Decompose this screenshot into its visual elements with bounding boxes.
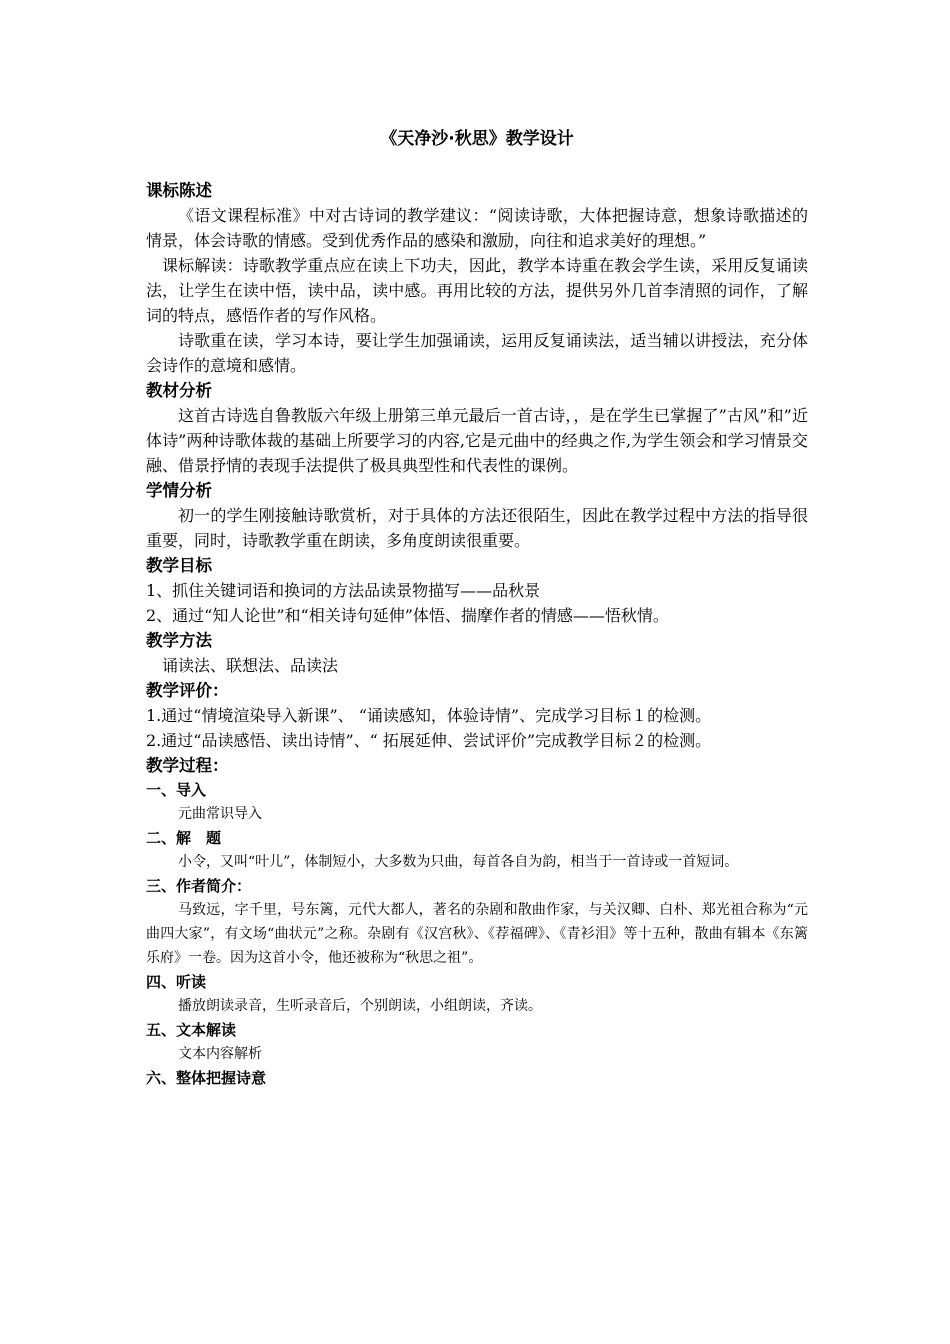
step-text: 文本内容解析	[178, 1046, 262, 1062]
step-heading: 一、导入	[146, 781, 207, 799]
paragraph: 诗歌重在读，学习本诗，要让学生加强诵读，运用反复诵读法，适当辅以讲授法，充分体会诗作的意境和感情。	[146, 331, 808, 375]
step-heading: 四、听读	[146, 973, 207, 991]
section-heading-mubiao: 教学目标	[146, 556, 212, 575]
step-text: 元曲常识导入	[178, 806, 262, 822]
step-heading: 二、解 题	[146, 829, 222, 847]
section-heading-xueqing: 学情分析	[146, 481, 212, 500]
section-heading-fangfa: 教学方法	[146, 631, 212, 650]
paragraph: 课标解读：诗歌教学重点应在读上下功夫，因此，教学本诗重在教会学生读，采用反复诵读法，让学生在读中悟，读中品，读中感。再用比较的方法，提供另外几首李清照的词作，了解词的特点，感悟作者的写作风格。	[146, 256, 808, 325]
list-item: 1.通过“情境渲染导入新课”、 “诵读感知，体验诗情”、完成学习目标１的检测。	[146, 706, 712, 725]
section-heading-jiaocai: 教材分析	[146, 381, 212, 400]
document-page	[146, 118, 808, 1090]
section-heading-pingjia: 教学评价：	[146, 681, 229, 700]
section-heading-kebiao: 课标陈述	[146, 181, 212, 200]
step-heading: 六、整体把握诗意	[146, 1069, 267, 1087]
step-heading: 三、作者简介：	[146, 877, 252, 895]
list-item: 2、通过“知人论世”和“相关诗句延伸”体悟、揣摩作者的情感——悟秋情。	[146, 606, 669, 625]
list-item: 1、抓住关键词语和换词的方法品读景物描写——品秋景	[146, 581, 541, 600]
section-heading-guocheng: 教学过程：	[146, 756, 229, 775]
step-text: 马致远，字千里，号东篱，元代大都人，著名的杂剧和散曲作家，与关汉卿、白朴、郑光祖合称为“元曲四大家”，有文场“曲状元”之称。杂剧有《汉宫秋》、《荐福碑》、《青衫泪》等十五种，散曲有辑本《东篱乐府》一卷。因为这首小令，他还被称为“秋思之祖”。	[146, 902, 808, 966]
document-title: 《天净沙·秋思》教学设计	[380, 129, 574, 149]
step-text: 小令，又叫“叶儿”，体制短小，大多数为只曲，每首各自为韵，相当于一首诗或一首短词。	[178, 854, 739, 870]
paragraph: 《语文课程标准》中对古诗词的教学建议：“阅读诗歌，大体把握诗意，想象诗歌描述的情景，体会诗歌的情感。受到优秀作品的感染和激励，向往和追求美好的理想。”	[146, 206, 808, 250]
paragraph: 这首古诗选自鲁教版六年级上册第三单元最后一首古诗，，是在学生已掌握了”古风”和”近体诗”两种诗歌体裁的基础上所要学习的内容,它是元曲中的经典之作,为学生领会和学习情景交融、借景抒情的表现手法提供了极具典型性和代表性的课例。	[146, 406, 808, 475]
paragraph: 初一的学生刚接触诗歌赏析，对于具体的方法还很陌生，因此在教学过程中方法的指导很重要，同时，诗歌教学重在朗读，多角度朗读很重要。	[146, 506, 808, 550]
step-text: 播放朗读录音，生听录音后，个别朗读，小组朗读，齐读。	[178, 998, 542, 1014]
paragraph: 诵读法、联想法、品读法	[162, 656, 339, 675]
list-item: 2.通过“品读感悟、读出诗情”、“ 拓展延伸、尝试评价”完成教学目标２的检测。	[146, 731, 712, 750]
step-heading: 五、文本解读	[146, 1021, 237, 1039]
